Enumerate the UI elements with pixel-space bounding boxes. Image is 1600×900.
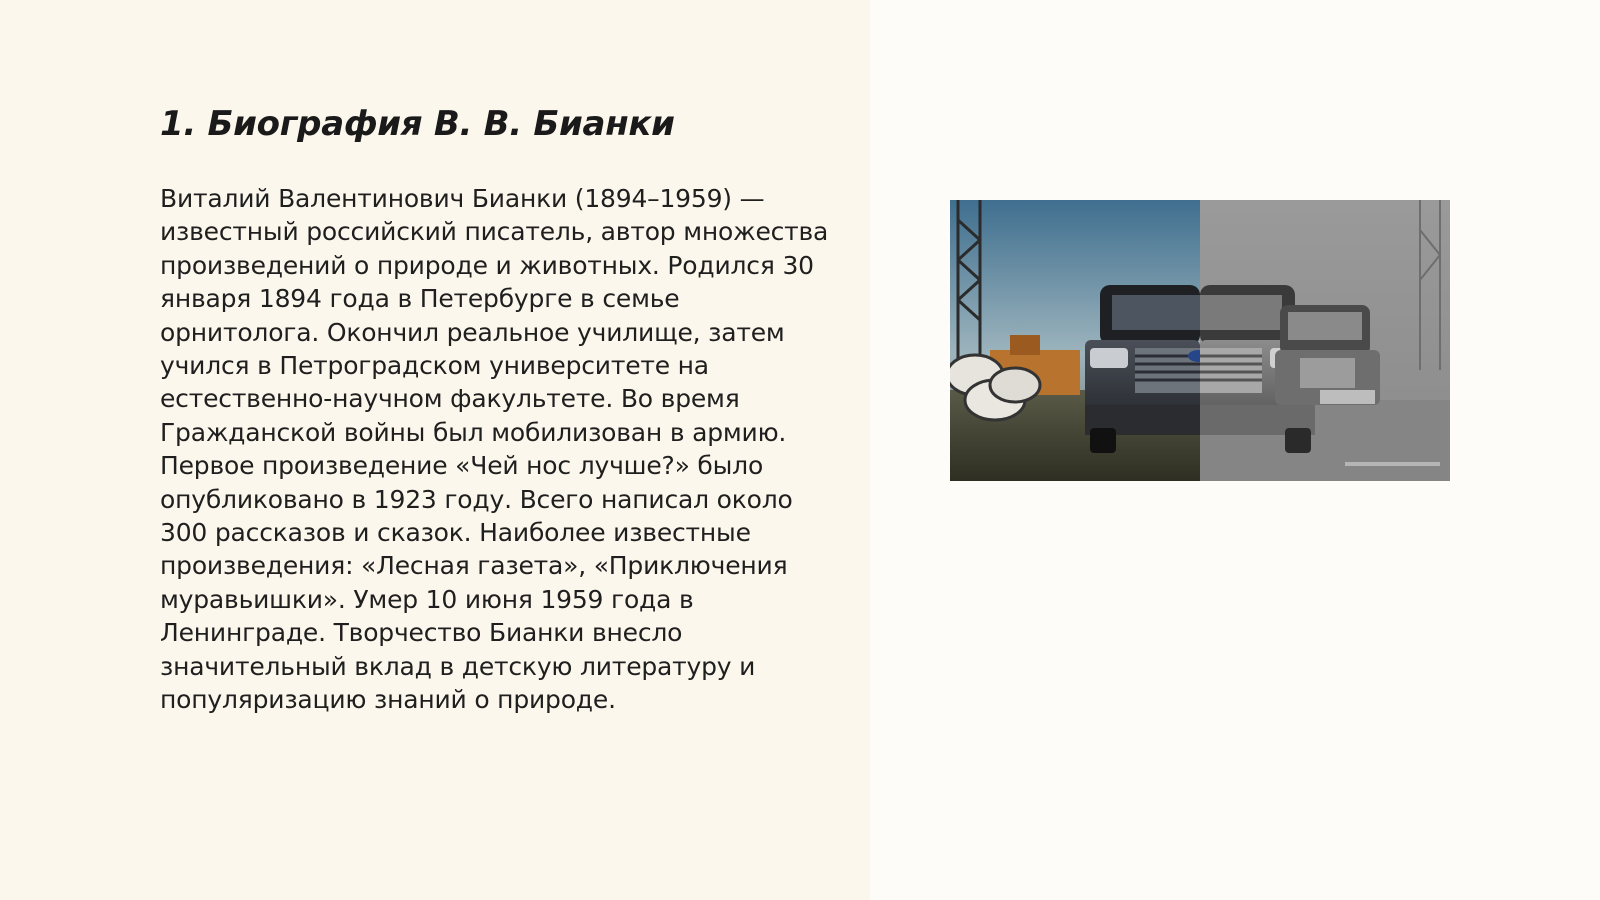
slide-title: 1. Биография В. В. Бианки <box>160 104 675 144</box>
biography-text: Виталий Валентинович Бианки (1894–1959) — известный российский писатель, автор множества произведений о природе и животных. Родился 30 января 1894 года в Петербурге в семье орнитолога. Окончил реальное училище, затем учился в Петроградском университете на естественно-научном факультете. Во время Гражданской войны был мобилизован в армию. Первое произведение «Чей нос лучше?» было опубликовано в 1923 году. Всего написал около 300 рассказов и сказок. Наиболее известные произведения: «Лесная газета», «Приключения муравьишки». Умер 10 июня 1959 года в Ленинграде. Творчество Бианки внесло значительный вклад в детскую литературу и популяризацию знаний о природе. <box>160 184 829 715</box>
pickup-truck-photo <box>950 200 1450 481</box>
